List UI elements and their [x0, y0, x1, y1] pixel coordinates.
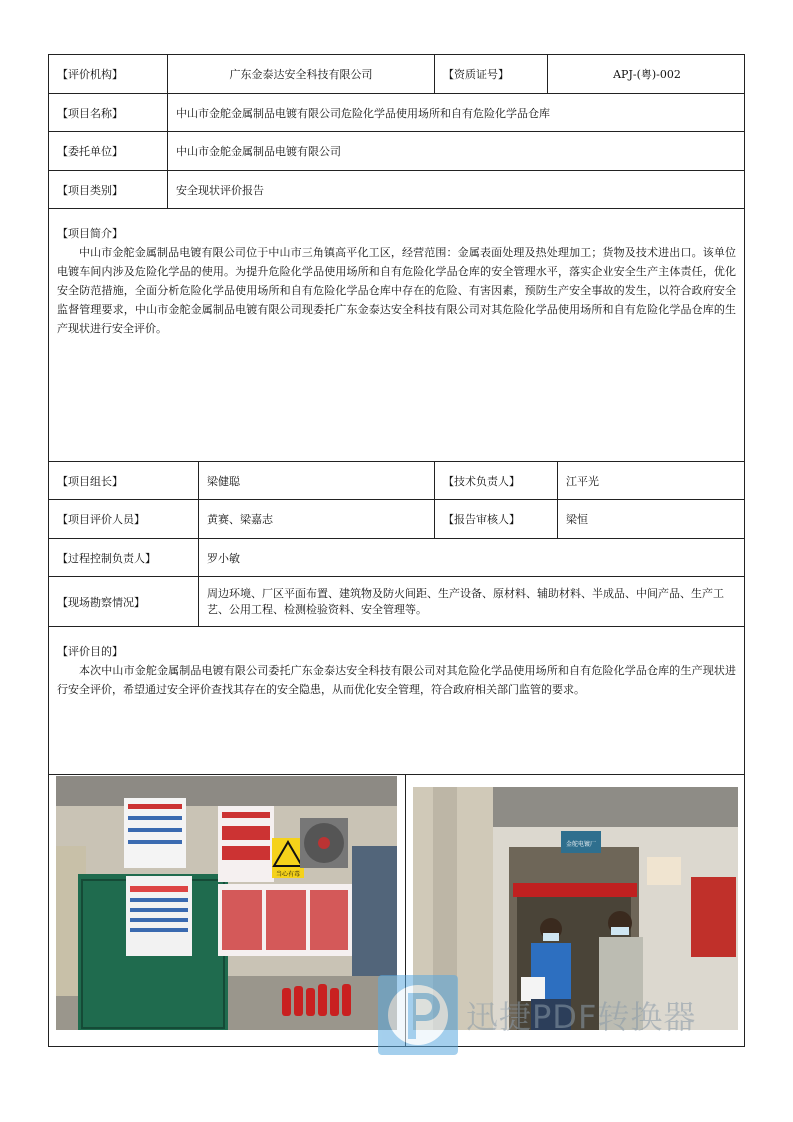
purpose-text: 本次中山市金舵金属制品电镀有限公司委托广东金泰达安全科技有限公司对其危险化学品使用场所和自有危险化学品仓库的生产现状进行安全评价，希望通过安全评价查找其存在的安全隐患，从而优化安全管理，符合政府相关部门监管的要求。: [57, 664, 736, 696]
type-row: [49, 171, 744, 209]
org-label: 【评价机构】: [57, 68, 123, 81]
client-value: 中山市金舵金属制品电镀有限公司: [167, 132, 746, 170]
tech-label: 【技术负责人】: [434, 462, 557, 499]
poison-warning-sign: 当心有毒: [275, 871, 301, 878]
staff-row: [49, 500, 744, 539]
workshop-photo: [56, 776, 397, 1030]
type-label: 【项目类别】: [57, 183, 123, 197]
survey-value: 周边环境、厂区平面布置、建筑物及防火间距、生产设备、原材料、辅助材料、半成品、中间产品、生产工艺、公用工程、检测检验资料、安全管理等。: [198, 577, 746, 626]
project-name-value: 中山市金舵金属制品电镀有限公司危险化学品使用场所和自有危险化学品仓库: [167, 94, 746, 131]
project-name-row: [49, 94, 744, 132]
process-row: [49, 539, 744, 577]
client-label: 【委托单位】: [57, 145, 123, 158]
type-value: 安全现状评价报告: [167, 171, 746, 208]
process-label: 【过程控制负责人】: [57, 551, 156, 565]
reviewer-value: 梁恒: [557, 500, 746, 538]
cert-value: APJ-(粤)-002: [547, 55, 746, 93]
leader-label: 【项目组长】: [57, 474, 123, 488]
project-name-label: 【项目名称】: [57, 106, 123, 120]
staff-value: 黄赛、梁嘉志: [198, 500, 434, 538]
org-row: [49, 55, 744, 94]
reviewer-label: 【报告审核人】: [434, 500, 557, 538]
survey-label: 【现场勘察情况】: [57, 595, 145, 609]
purpose-title: 【评价目的】: [57, 645, 123, 658]
process-value: 罗小敏: [198, 539, 746, 576]
survey-row: [49, 577, 744, 627]
intro-text: 中山市金舵金属制品电镀有限公司位于中山市三角镇高平化工区，经营范围：金属表面处理及热处理加工；货物及技术进出口。该单位电镀车间内涉及危险化学品的使用。为提升危险化学品使用场所和自有危险化学品仓库的安全管理水平，落实企业安全生产主体责任，优化安全防范措施，全面分析危险化学品使用场所和自有危险化学品仓库中存在的危险、有害因素，预防生产安全事故的发生，以符合政府安全监督管理要求，中山市金舵金属制品电镀有限公司现委托广东金泰达安全科技有限公司对其危险化学品使用场所和自有危险化学品仓库的生产现状进行安全评价。: [57, 246, 736, 335]
pdf-converter-logo-icon: [378, 975, 458, 1055]
leader-value: 梁健聪: [198, 462, 434, 499]
leader-row: [49, 462, 744, 500]
staff-label: 【项目评价人员】: [57, 513, 145, 526]
org-value: 广东金泰达安全科技有限公司: [167, 55, 434, 93]
intro-block: [49, 209, 744, 462]
client-row: [49, 132, 744, 171]
watermark-text: 迅捷PDF转换器: [466, 998, 697, 1036]
tech-value: 江平光: [557, 462, 746, 499]
factory-sign: 金舵电镀厂: [565, 841, 597, 848]
purpose-block: [49, 627, 744, 775]
cert-label: 【资质证号】: [434, 55, 547, 93]
watermark: [378, 975, 696, 1055]
workshop-photo-drawing: [56, 776, 397, 1030]
intro-title: 【项目简介】: [57, 227, 123, 240]
